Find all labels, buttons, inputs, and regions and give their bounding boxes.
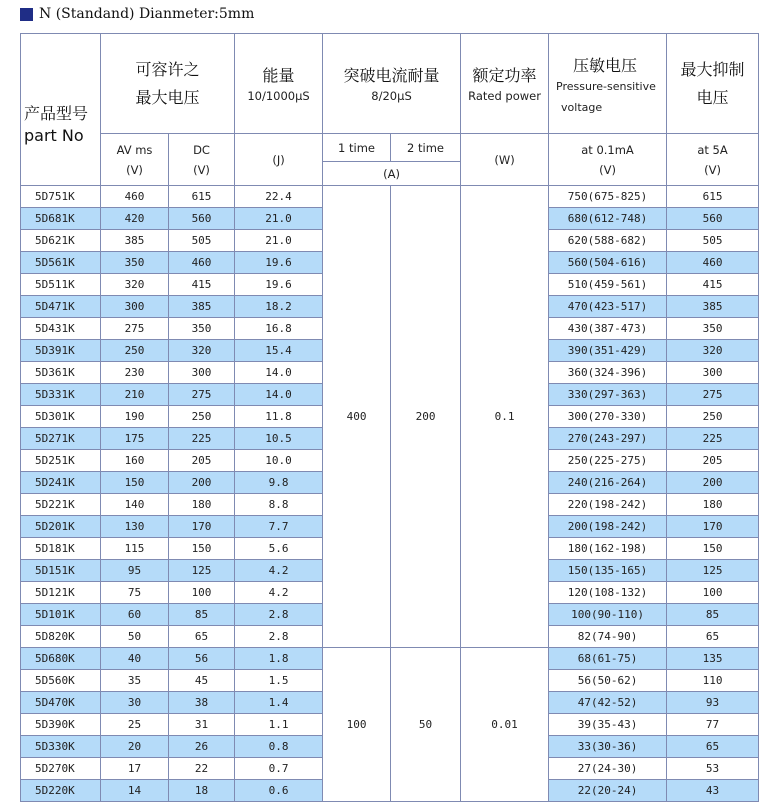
header-varistor-en2: voltage: [561, 100, 603, 114]
cell-varistor-voltage: 510(459-561): [549, 274, 667, 296]
cell-part-no: 5D201K: [21, 516, 101, 538]
cell-part-no: 5D221K: [21, 494, 101, 516]
cell-acrms: 40: [101, 648, 169, 670]
header-surge-sub: 8/20μS: [371, 89, 412, 103]
cell-dc: 45: [169, 670, 235, 692]
cell-clamp-voltage: 385: [667, 296, 759, 318]
cell-varistor-voltage: 240(216-264): [549, 472, 667, 494]
header-varistor-en1: Pressure-sensitive: [556, 79, 656, 93]
cell-dc: 385: [169, 296, 235, 318]
cell-dc: 505: [169, 230, 235, 252]
cell-energy: 2.8: [235, 626, 323, 648]
cell-clamp-voltage: 505: [667, 230, 759, 252]
cell-energy: 14.0: [235, 362, 323, 384]
cell-energy: 0.6: [235, 780, 323, 802]
cell-part-no: 5D751K: [21, 186, 101, 208]
cell-energy: 14.0: [235, 384, 323, 406]
header-power-en: Rated power: [468, 89, 541, 103]
header-clamp-line2: 电压: [696, 87, 729, 107]
header-varistor-cond: [549, 134, 667, 186]
cell-part-no: 5D330K: [21, 736, 101, 758]
cell-varistor-voltage: 270(243-297): [549, 428, 667, 450]
cell-acrms: 95: [101, 560, 169, 582]
cell-energy: 11.8: [235, 406, 323, 428]
cell-energy: 5.6: [235, 538, 323, 560]
cell-part-no: 5D151K: [21, 560, 101, 582]
cell-dc: 100: [169, 582, 235, 604]
cell-varistor-voltage: 27(24-30): [549, 758, 667, 780]
cell-clamp-voltage: 77: [667, 714, 759, 736]
header-clamp-unit: (V): [704, 162, 721, 177]
cell-part-no: 5D470K: [21, 692, 101, 714]
cell-acrms: 75: [101, 582, 169, 604]
header-dc-unit: (V): [193, 162, 210, 177]
header-maxv-line1: 可容许之: [135, 59, 200, 79]
cell-part-no: 5D301K: [21, 406, 101, 428]
header-power-cn: 额定功率: [472, 66, 537, 85]
cell-dc: 85: [169, 604, 235, 626]
cell-part-no: 5D681K: [21, 208, 101, 230]
cell-energy: 10.0: [235, 450, 323, 472]
cell-part-no: 5D431K: [21, 318, 101, 340]
cell-varistor-voltage: 120(108-132): [549, 582, 667, 604]
cell-dc: 56: [169, 648, 235, 670]
cell-dc: 560: [169, 208, 235, 230]
cell-energy: 16.8: [235, 318, 323, 340]
cell-part-no: 5D271K: [21, 428, 101, 450]
cell-acrms: 230: [101, 362, 169, 384]
page-title: [20, 4, 254, 24]
cell-dc: 180: [169, 494, 235, 516]
cell-surge-2time: 50: [391, 648, 461, 802]
cell-part-no: 5D390K: [21, 714, 101, 736]
table-row: [21, 648, 759, 670]
cell-part-no: 5D621K: [21, 230, 101, 252]
cell-dc: 205: [169, 450, 235, 472]
cell-varistor-voltage: 430(387-473): [549, 318, 667, 340]
cell-energy: 21.0: [235, 208, 323, 230]
cell-varistor-voltage: 180(162-198): [549, 538, 667, 560]
title-bullet-square: [20, 8, 33, 21]
cell-clamp-voltage: 415: [667, 274, 759, 296]
cell-clamp-voltage: 85: [667, 604, 759, 626]
cell-part-no: 5D560K: [21, 670, 101, 692]
cell-clamp-voltage: 135: [667, 648, 759, 670]
header-part-no: [21, 34, 101, 186]
cell-acrms: 275: [101, 318, 169, 340]
header-dc: [169, 134, 235, 186]
cell-dc: 350: [169, 318, 235, 340]
header-surge-cn: 突破电流耐量: [343, 66, 440, 85]
cell-varistor-voltage: 360(324-396): [549, 362, 667, 384]
table-row: [21, 186, 759, 208]
cell-clamp-voltage: 275: [667, 384, 759, 406]
cell-acrms: 20: [101, 736, 169, 758]
cell-clamp-voltage: 110: [667, 670, 759, 692]
cell-part-no: 5D251K: [21, 450, 101, 472]
header-time1-label: 1 time: [338, 141, 375, 155]
cell-acrms: 160: [101, 450, 169, 472]
cell-part-no: 5D331K: [21, 384, 101, 406]
cell-varistor-voltage: 47(42-52): [549, 692, 667, 714]
cell-surge-2time: 200: [391, 186, 461, 648]
cell-varistor-voltage: 33(30-36): [549, 736, 667, 758]
header-energy-unit: [235, 134, 323, 186]
cell-energy: 22.4: [235, 186, 323, 208]
header-dc-label: DC: [193, 142, 210, 157]
cell-varistor-voltage: 200(198-242): [549, 516, 667, 538]
cell-varistor-voltage: 150(135-165): [549, 560, 667, 582]
header-maxv-line2: 最大电压: [135, 87, 200, 107]
cell-varistor-voltage: 470(423-517): [549, 296, 667, 318]
cell-surge-1time: 400: [323, 186, 391, 648]
cell-energy: 4.2: [235, 560, 323, 582]
spec-table: [20, 33, 759, 802]
cell-power: 0.1: [461, 186, 549, 648]
cell-clamp-voltage: 615: [667, 186, 759, 208]
header-surge-unit-text: (A): [383, 167, 400, 181]
cell-dc: 615: [169, 186, 235, 208]
cell-acrms: 150: [101, 472, 169, 494]
cell-energy: 4.2: [235, 582, 323, 604]
cell-varistor-voltage: 250(225-275): [549, 450, 667, 472]
cell-clamp-voltage: 250: [667, 406, 759, 428]
cell-part-no: 5D391K: [21, 340, 101, 362]
cell-surge-1time: 100: [323, 648, 391, 802]
header-energy-cn: 能量: [262, 66, 295, 85]
cell-part-no: 5D561K: [21, 252, 101, 274]
cell-dc: 31: [169, 714, 235, 736]
cell-energy: 1.8: [235, 648, 323, 670]
cell-clamp-voltage: 53: [667, 758, 759, 780]
cell-acrms: 60: [101, 604, 169, 626]
header-clamp-cond-text: at 5A: [697, 142, 728, 157]
cell-dc: 22: [169, 758, 235, 780]
cell-part-no: 5D181K: [21, 538, 101, 560]
header-rated-power: [461, 34, 549, 134]
header-surge-current: [323, 34, 461, 134]
cell-acrms: 35: [101, 670, 169, 692]
cell-part-no: 5D820K: [21, 626, 101, 648]
cell-dc: 65: [169, 626, 235, 648]
cell-acrms: 320: [101, 274, 169, 296]
header-acrms-unit: (V): [126, 162, 143, 177]
cell-varistor-voltage: 620(588-682): [549, 230, 667, 252]
header-power-unit-text: (W): [494, 152, 515, 167]
header-surge-unit: [323, 162, 461, 186]
cell-clamp-voltage: 350: [667, 318, 759, 340]
cell-energy: 7.7: [235, 516, 323, 538]
cell-dc: 460: [169, 252, 235, 274]
cell-clamp-voltage: 65: [667, 626, 759, 648]
cell-clamp-voltage: 125: [667, 560, 759, 582]
cell-dc: 250: [169, 406, 235, 428]
cell-varistor-voltage: 680(612-748): [549, 208, 667, 230]
header-max-voltage: [101, 34, 235, 134]
cell-part-no: 5D241K: [21, 472, 101, 494]
cell-acrms: 420: [101, 208, 169, 230]
header-part-cn: 产品型号: [24, 103, 89, 123]
cell-energy: 1.4: [235, 692, 323, 714]
cell-varistor-voltage: 68(61-75): [549, 648, 667, 670]
cell-acrms: 300: [101, 296, 169, 318]
header-clamp-line1: 最大抑制: [680, 59, 745, 79]
header-acrms: [101, 134, 169, 186]
header-time2-label: 2 time: [407, 141, 444, 155]
cell-clamp-voltage: 170: [667, 516, 759, 538]
cell-energy: 0.7: [235, 758, 323, 780]
cell-energy: 9.8: [235, 472, 323, 494]
cell-acrms: 460: [101, 186, 169, 208]
header-energy-sub: 10/1000μS: [247, 89, 310, 103]
header-energy-unit-text: (J): [272, 152, 285, 167]
cell-dc: 275: [169, 384, 235, 406]
cell-clamp-voltage: 560: [667, 208, 759, 230]
cell-energy: 18.2: [235, 296, 323, 318]
title-text: N (Standand) Dianmeter:5mm: [39, 6, 255, 22]
cell-clamp-voltage: 200: [667, 472, 759, 494]
header-clamp-cond: [667, 134, 759, 186]
cell-energy: 19.6: [235, 274, 323, 296]
cell-acrms: 140: [101, 494, 169, 516]
cell-varistor-voltage: 22(20-24): [549, 780, 667, 802]
cell-clamp-voltage: 300: [667, 362, 759, 384]
header-power-unit: [461, 134, 549, 186]
cell-clamp-voltage: 205: [667, 450, 759, 472]
cell-dc: 320: [169, 340, 235, 362]
cell-acrms: 115: [101, 538, 169, 560]
cell-clamp-voltage: 180: [667, 494, 759, 516]
cell-acrms: 385: [101, 230, 169, 252]
header-time1: [323, 134, 391, 162]
cell-acrms: 14: [101, 780, 169, 802]
cell-varistor-voltage: 560(504-616): [549, 252, 667, 274]
cell-dc: 415: [169, 274, 235, 296]
cell-part-no: 5D270K: [21, 758, 101, 780]
cell-dc: 26: [169, 736, 235, 758]
cell-energy: 19.6: [235, 252, 323, 274]
cell-varistor-voltage: 220(198-242): [549, 494, 667, 516]
header-varistor-voltage: [549, 34, 667, 134]
cell-acrms: 350: [101, 252, 169, 274]
header-varistor-unit: (V): [599, 162, 616, 177]
cell-clamp-voltage: 65: [667, 736, 759, 758]
cell-dc: 225: [169, 428, 235, 450]
header-varistor-cond-text: at 0.1mA: [581, 142, 634, 157]
cell-energy: 21.0: [235, 230, 323, 252]
header-part-en: part No: [24, 125, 84, 145]
cell-varistor-voltage: 39(35-43): [549, 714, 667, 736]
table-header: [21, 34, 759, 186]
cell-part-no: 5D220K: [21, 780, 101, 802]
cell-clamp-voltage: 100: [667, 582, 759, 604]
cell-acrms: 250: [101, 340, 169, 362]
cell-varistor-voltage: 100(90-110): [549, 604, 667, 626]
cell-varistor-voltage: 56(50-62): [549, 670, 667, 692]
header-acrms-label: AV ms: [116, 142, 153, 157]
header-varistor-cn: 压敏电压: [573, 55, 638, 75]
cell-clamp-voltage: 150: [667, 538, 759, 560]
cell-part-no: 5D680K: [21, 648, 101, 670]
cell-acrms: 30: [101, 692, 169, 714]
cell-energy: 8.8: [235, 494, 323, 516]
cell-dc: 150: [169, 538, 235, 560]
cell-dc: 170: [169, 516, 235, 538]
cell-dc: 38: [169, 692, 235, 714]
cell-energy: 15.4: [235, 340, 323, 362]
cell-clamp-voltage: 93: [667, 692, 759, 714]
cell-acrms: 210: [101, 384, 169, 406]
cell-dc: 18: [169, 780, 235, 802]
cell-varistor-voltage: 390(351-429): [549, 340, 667, 362]
cell-part-no: 5D101K: [21, 604, 101, 626]
cell-acrms: 190: [101, 406, 169, 428]
cell-dc: 125: [169, 560, 235, 582]
cell-power: 0.01: [461, 648, 549, 802]
cell-clamp-voltage: 225: [667, 428, 759, 450]
cell-acrms: 130: [101, 516, 169, 538]
cell-part-no: 5D511K: [21, 274, 101, 296]
cell-dc: 300: [169, 362, 235, 384]
cell-energy: 2.8: [235, 604, 323, 626]
cell-part-no: 5D361K: [21, 362, 101, 384]
cell-energy: 0.8: [235, 736, 323, 758]
cell-energy: 1.5: [235, 670, 323, 692]
cell-clamp-voltage: 460: [667, 252, 759, 274]
cell-varistor-voltage: 750(675-825): [549, 186, 667, 208]
cell-varistor-voltage: 82(74-90): [549, 626, 667, 648]
cell-part-no: 5D471K: [21, 296, 101, 318]
cell-clamp-voltage: 320: [667, 340, 759, 362]
header-time2: [391, 134, 461, 162]
cell-acrms: 17: [101, 758, 169, 780]
cell-acrms: 175: [101, 428, 169, 450]
header-energy: [235, 34, 323, 134]
cell-varistor-voltage: 300(270-330): [549, 406, 667, 428]
cell-dc: 200: [169, 472, 235, 494]
table-body: [21, 186, 759, 802]
cell-clamp-voltage: 43: [667, 780, 759, 802]
cell-energy: 1.1: [235, 714, 323, 736]
header-clamping-voltage: [667, 34, 759, 134]
cell-acrms: 50: [101, 626, 169, 648]
cell-part-no: 5D121K: [21, 582, 101, 604]
cell-varistor-voltage: 330(297-363): [549, 384, 667, 406]
cell-energy: 10.5: [235, 428, 323, 450]
cell-acrms: 25: [101, 714, 169, 736]
